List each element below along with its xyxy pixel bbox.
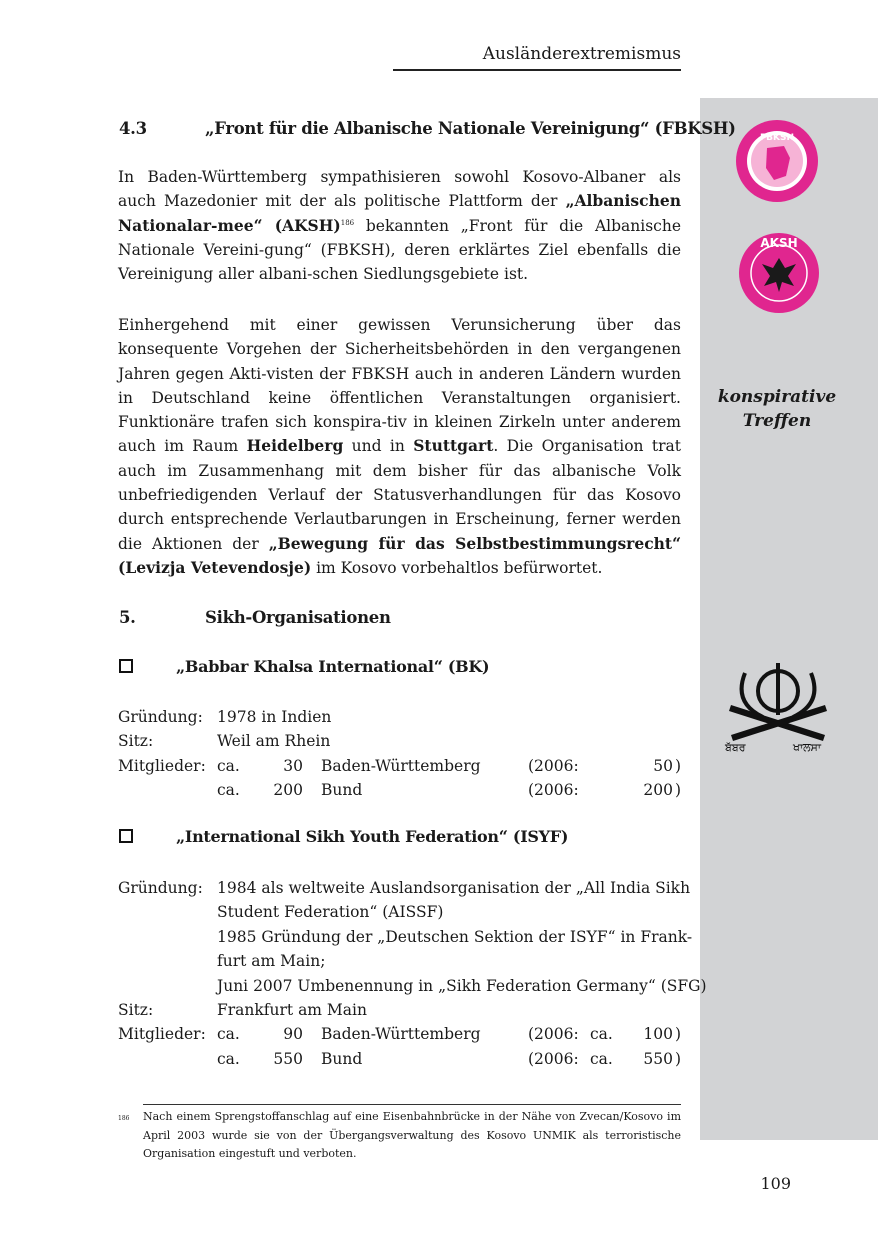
paragraph-text: bekannten „Front für die Albanische Nationale Vereini-gung“ (FBKSH), deren erklärtes Ziel ebenfalls die Vereinigung aller albani-schen Siedlungsgebiete ist.: [118, 216, 681, 284]
label-sitz: Sitz:: [118, 1001, 154, 1019]
isyf-gruendung-row: [118, 974, 707, 998]
value-gruendung-line: Student Federation“ (AISSF): [217, 903, 444, 921]
value-gruendung-line: Juni 2007 Umbenennung in „Sikh Federation Germany“ (SFG): [217, 977, 707, 995]
member-count: 200: [273, 781, 303, 799]
value-sitz: Frankfurt am Main: [217, 1001, 367, 1019]
checkbox-bullet-icon: [119, 659, 133, 673]
aksh-logo-text: AKSH: [760, 236, 798, 250]
footnote-mark: 186: [118, 1115, 130, 1122]
aksh-logo: [736, 226, 822, 316]
bk-gruendung-row: [118, 705, 681, 729]
bold-term-heidelberg: Heidelberg: [246, 436, 344, 456]
isyf-sitz-row: [118, 998, 681, 1022]
section-number-4-3: 4.3: [119, 119, 147, 138]
member-count: 550: [273, 1050, 303, 1068]
member-count: 30: [283, 757, 303, 775]
paragraph-fbksh-1: [118, 165, 681, 286]
paragraph-text: im Kosovo vorbehaltlos befürwortet.: [311, 558, 603, 577]
subsection-title-bk: „Babbar Khalsa International“ (BK): [176, 657, 490, 676]
fbksh-logo: [734, 118, 820, 204]
section-title-5: Sikh-Organisationen: [205, 608, 391, 627]
header-rule: [393, 69, 681, 71]
isyf-gruendung-row: [118, 949, 681, 973]
paragraph-text: . Die Organisation trat auch im Zusammenhang mit dem bisher für das albanische Volk unbefriedigenden Verlauf der Statusverhandlungen für das Kosovo durch entsprechende Verlautbarungen in Erscheinung, ferner werden die Aktionen der: [118, 437, 681, 553]
bk-sitz-row: [118, 729, 681, 753]
isyf-mitglieder-row: [118, 1047, 681, 1071]
bold-term-aksh: „Albanischen Nationalar-mee“ (AKSH): [118, 191, 681, 235]
value-gruendung: 1978 in Indien: [217, 708, 332, 726]
babbar-khalsa-logo-left-text: ਬੱਬਰ: [725, 741, 746, 754]
label-mitglieder: Mitglieder:: [118, 757, 206, 775]
paragraph-text: und in: [343, 437, 414, 456]
bold-term-stuttgart: Stuttgart: [413, 436, 494, 456]
member-paren: ): [674, 757, 681, 775]
value-gruendung-line: furt am Main;: [217, 952, 326, 970]
member-ca: ca.: [217, 1025, 240, 1043]
member-paren: ): [674, 1025, 681, 1043]
checkbox-bullet-icon: [119, 829, 133, 843]
member-paren: ): [674, 1050, 681, 1068]
isyf-mitglieder-row: [118, 1022, 681, 1046]
paragraph-text: Einhergehend mit einer gewissen Verunsicherung über das konsequente Vorgehen der Sicherheitsbehörden in den vergangenen Jahren gegen Akti-visten der FBKSH auch in anderen Ländern wurden in Deutschland keine öffentlichen Veranstaltungen organisiert. Funktionäre trafen sich konspira-tiv in kleinen Zirkeln unter anderem auch im Raum: [118, 316, 681, 456]
member-prev-year: (2006:: [528, 1025, 579, 1043]
member-ca: ca.: [217, 781, 240, 799]
member-region: Baden-Württemberg: [321, 1025, 481, 1043]
margin-note: [712, 385, 842, 433]
member-prev-year: (2006:: [528, 757, 579, 775]
section-number-5: 5.: [119, 608, 136, 627]
member-region: Bund: [321, 1050, 363, 1068]
isyf-gruendung-row: [118, 925, 693, 949]
footnote: [118, 1108, 681, 1164]
bold-term-vetevendosje: „Bewegung für das Selbstbestimmungsrecht“ (Levizja Vetevendosje): [118, 533, 681, 577]
member-prev-ca: ca.: [590, 1050, 613, 1068]
member-region: Baden-Württemberg: [321, 757, 481, 775]
value-gruendung-line: 1985 Gründung der „Deutschen Sektion der ISYF“ in Frank-: [217, 928, 693, 946]
bk-mitglieder-row: [118, 778, 681, 802]
member-prev-count: 550: [643, 1050, 673, 1068]
member-count: 90: [283, 1025, 303, 1043]
value-gruendung-line: 1984 als weltweite Auslandsorganisation der „All India Sikh: [217, 879, 691, 897]
subsection-title-isyf: „International Sikh Youth Federation“ (ISYF): [176, 827, 569, 846]
member-region: Bund: [321, 781, 363, 799]
babbar-khalsa-logo-right-text: ਖਾਲਸਾ: [793, 741, 822, 754]
member-prev-count: 100: [643, 1025, 673, 1043]
bk-mitglieder-row: [118, 754, 681, 778]
footnote-text: Nach einem Sprengstoffanschlag auf eine Eisenbahnbrücke in der Nähe von Zvecan/Kosovo im April 2003 wurde sie von der Übergangsverwaltung des Kosovo UNMIK als terroristische Organisation eingestuft und verboten.: [143, 1110, 681, 1160]
babbar-khalsa-logo: [723, 655, 833, 755]
member-prev-year: (2006:: [528, 781, 579, 799]
member-prev-count: 50: [653, 757, 673, 775]
member-prev-year: (2006:: [528, 1050, 579, 1068]
section-title-4-3: „Front für die Albanische Nationale Vereinigung“ (FBKSH): [205, 119, 736, 138]
running-header: Ausländerextremismus: [482, 44, 681, 64]
paragraph-fbksh-2: [118, 313, 681, 580]
footnote-reference: 186: [340, 218, 355, 227]
value-sitz: Weil am Rhein: [217, 732, 331, 750]
label-mitglieder: Mitglieder:: [118, 1025, 206, 1043]
page-number: 109: [760, 1174, 791, 1193]
member-ca: ca.: [217, 1050, 240, 1068]
paragraph-text: In Baden-Württemberg sympathisieren sowohl Kosovo-Albaner als auch Mazedonier mit der als politische Plattform der: [118, 168, 681, 211]
fbksh-logo-text: FBKSH: [760, 133, 794, 143]
isyf-gruendung-row: [118, 876, 691, 900]
label-gruendung: Gründung:: [118, 708, 203, 726]
margin-note-line2: Treffen: [742, 411, 812, 431]
isyf-gruendung-row: [118, 900, 681, 924]
member-paren: ): [674, 781, 681, 799]
member-prev-ca: ca.: [590, 1025, 613, 1043]
member-ca: ca.: [217, 757, 240, 775]
label-sitz: Sitz:: [118, 732, 154, 750]
footnote-rule: [143, 1104, 681, 1105]
member-prev-count: 200: [643, 781, 673, 799]
label-gruendung: Gründung:: [118, 879, 203, 897]
margin-note-line1: konspirative: [717, 387, 837, 407]
